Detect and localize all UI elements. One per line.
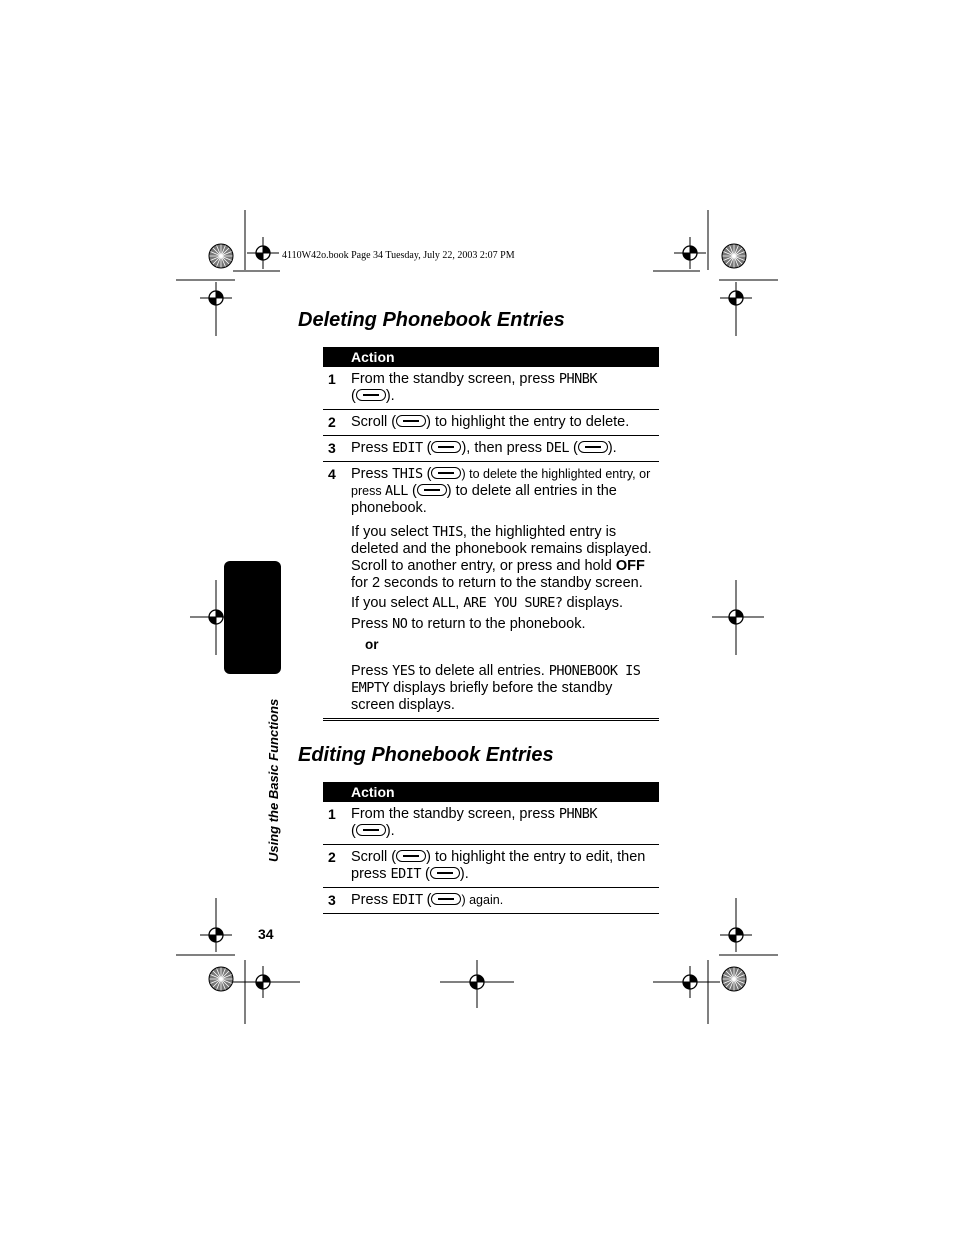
section-title-editing: Editing Phonebook Entries [298, 744, 554, 766]
softkey-icon [417, 484, 447, 496]
step-number: 3 [328, 440, 336, 456]
starburst-mark-icon [722, 967, 746, 991]
step-number: 2 [328, 414, 336, 430]
starburst-mark-icon [722, 244, 746, 268]
step-number: 1 [328, 371, 336, 387]
softkey-icon [356, 824, 386, 836]
softkey-icon [578, 441, 608, 453]
or-separator: or [365, 637, 379, 652]
registration-mark-icon [247, 237, 279, 269]
registration-mark-icon [674, 237, 706, 269]
scroll-key-icon [396, 850, 426, 862]
softkey-icon [431, 467, 461, 479]
step-number: 1 [328, 806, 336, 822]
table-row: 2 Scroll ( ) to highlight the entry to delete. [323, 410, 659, 436]
starburst-mark-icon [209, 244, 233, 268]
action-table-deleting [323, 347, 659, 721]
table-row: 3 Press EDIT ( ) again. [323, 888, 659, 914]
starburst-mark-icon [209, 967, 233, 991]
table-row: 1 From the standby screen, press PHNBK ( ). [323, 802, 659, 845]
step-number: 4 [328, 466, 336, 482]
scroll-key-icon [396, 415, 426, 427]
table-row: 2 Scroll ( ) to highlight the entry to edit, then press EDIT ( ). [323, 845, 659, 888]
softkey-icon [431, 441, 461, 453]
softkey-label: PHNBK [558, 371, 598, 387]
softkey-icon [430, 867, 460, 879]
action-table-editing [323, 782, 659, 914]
print-header: 4110W42o.book Page 34 Tuesday, July 22, 2003 2:07 PM [282, 250, 515, 261]
chapter-label: Using the Basic Functions [266, 698, 281, 862]
table-row: 4 Press THIS ( ) to delete the highlighted entry, or press ALL ( ) to delete all entries in the phonebook. If you select THIS, the highlighted entry is deleted and the phonebook remains displayed. Scroll to another entry, or press and hold OFF for 2 seconds to return to the standby screen. If you select ALL, ARE YOU SURE? displays. Press NO to return to the phonebook. or Press YES to delete all entries. PHONEBOOK IS EMPTY displays briefly before the standby screen displays. [323, 462, 659, 718]
table-row: 1 From the standby screen, press PHNBK ( ). [323, 367, 659, 410]
chapter-tab [224, 561, 281, 674]
softkey-icon [356, 389, 386, 401]
table-header: Action [323, 347, 659, 367]
softkey-icon [431, 893, 461, 905]
table-header: Action [323, 782, 659, 802]
step-number: 3 [328, 892, 336, 908]
section-title-deleting: Deleting Phonebook Entries [298, 309, 565, 331]
step-number: 2 [328, 849, 336, 865]
table-row: 3 Press EDIT ( ), then press DEL ( ). [323, 436, 659, 462]
page-number: 34 [258, 926, 274, 942]
